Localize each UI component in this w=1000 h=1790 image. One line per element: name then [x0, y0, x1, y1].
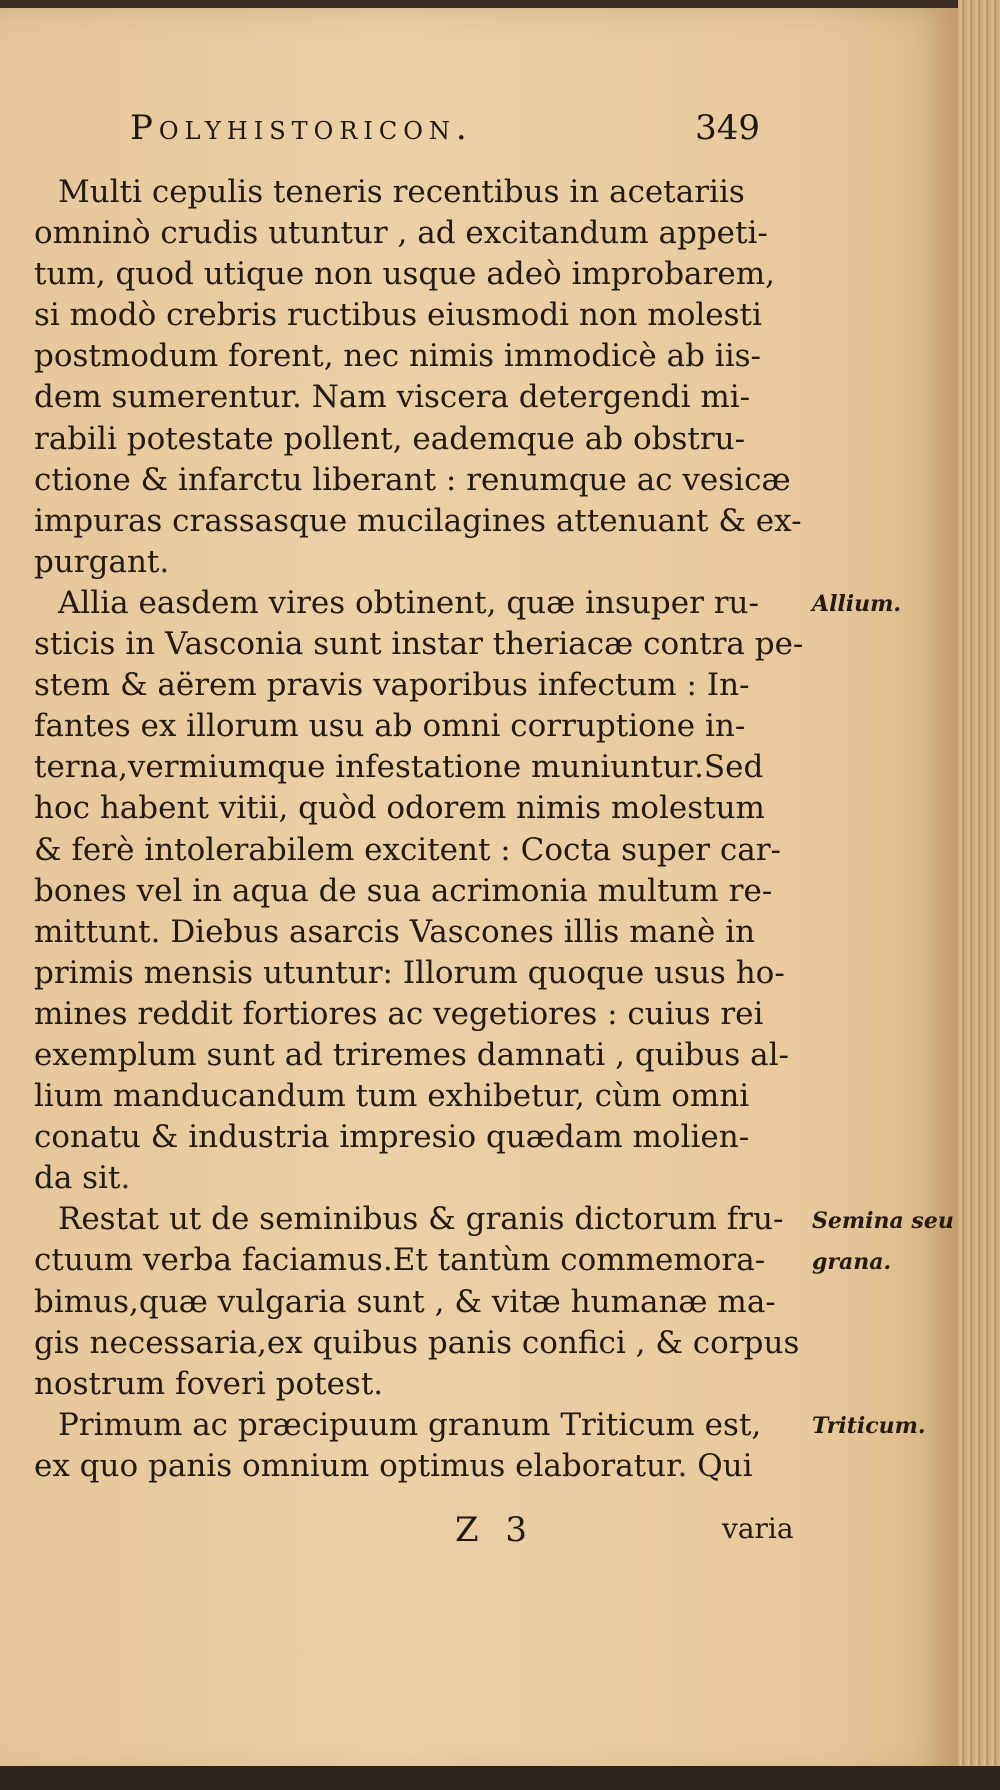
text-line: postmodum forent, nec nimis immodicè ab iis- — [34, 338, 761, 375]
text-line: Restat ut de seminibus & granis dictorum fru- — [58, 1201, 784, 1238]
text-line: tum, quod utique non usque adeò improbarem, — [34, 256, 775, 293]
text-line: lium manducandum tum exhibetur, cùm omni — [34, 1078, 750, 1115]
text-line: & ferè intolerabilem excitent : Cocta super car- — [34, 831, 782, 868]
text-line: ex quo panis omnium optimus elaboratur. Qui — [34, 1447, 753, 1484]
body-text — [34, 172, 814, 1487]
text-line: fantes ex illorum usu ab omni corruptione in- — [34, 708, 746, 745]
page-footer — [0, 1510, 958, 1560]
text-line: Allia easdem vires obtinent, quæ insuper ru- — [58, 584, 759, 621]
text-line: exemplum sunt ad triremes damnati , quibus al- — [34, 1036, 790, 1073]
text-line: stem & aërem pravis vaporibus infectum : In- — [34, 667, 750, 704]
text-line: primis mensis utuntur: Illorum quoque usus ho- — [34, 954, 785, 991]
text-line: mines reddit fortiores ac vegetiores : cuius rei — [34, 995, 764, 1032]
marginal-note: Semina seu — [812, 1207, 954, 1234]
text-line: sticis in Vasconia sunt instar theriacæ contra pe- — [34, 626, 804, 663]
text-line: nostrum foveri potest. — [34, 1365, 384, 1402]
text-line: mittunt. Diebus asarcis Vascones illis manè in — [34, 913, 756, 950]
text-line: conatu & industria impresio quædam molien- — [34, 1119, 750, 1156]
text-line: Multi cepulis teneris recentibus in acetariis — [58, 174, 745, 210]
text-line: dem sumerentur. Nam viscera detergendi mi- — [34, 379, 751, 416]
text-line: omninò crudis utuntur , ad excitandum appeti- — [34, 215, 768, 252]
marginal-note: Allium. — [812, 591, 902, 617]
text-line: Primum ac præcipuum granum Triticum est, — [58, 1406, 762, 1443]
marginal-note: Triticum. — [812, 1413, 926, 1439]
text-line: rabili potestate pollent, eademque ab obstru- — [34, 420, 746, 457]
text-line: gis necessaria,ex quibus panis confici , & corpus — [34, 1324, 800, 1361]
catchword: varia — [722, 1512, 794, 1545]
text-line: bimus,quæ vulgaria sunt , & vitæ humanæ ma- — [34, 1283, 776, 1320]
text-line: impuras crassasque mucilagines attenuant & ex- — [34, 502, 802, 539]
text-line: bones vel in aqua de sua acrimonia multum re- — [34, 872, 773, 909]
page-bottom-edge — [0, 1766, 1000, 1790]
text-line: terna,vermiumque infestatione muniuntur.Sed — [34, 749, 764, 786]
marginal-note: grana. — [812, 1248, 892, 1275]
text-line: da sit. — [34, 1160, 131, 1197]
page-edge — [958, 0, 1000, 1790]
running-title: Polyhistoricon. — [130, 108, 473, 148]
text-line: ctione & infarctu liberant : renumque ac vesicæ — [34, 461, 791, 498]
text-line: hoc habent vitii, quòd odorem nimis molestum — [34, 790, 765, 827]
signature-mark: Z 3 — [455, 1510, 536, 1550]
page-header — [130, 108, 760, 158]
text-line: purgant. — [34, 543, 170, 580]
text-line: si modò crebris ructibus eiusmodi non molesti — [34, 297, 762, 334]
text-line: ctuum verba faciamus.Et tantùm commemora- — [34, 1242, 766, 1279]
page-number: 349 — [695, 108, 760, 148]
